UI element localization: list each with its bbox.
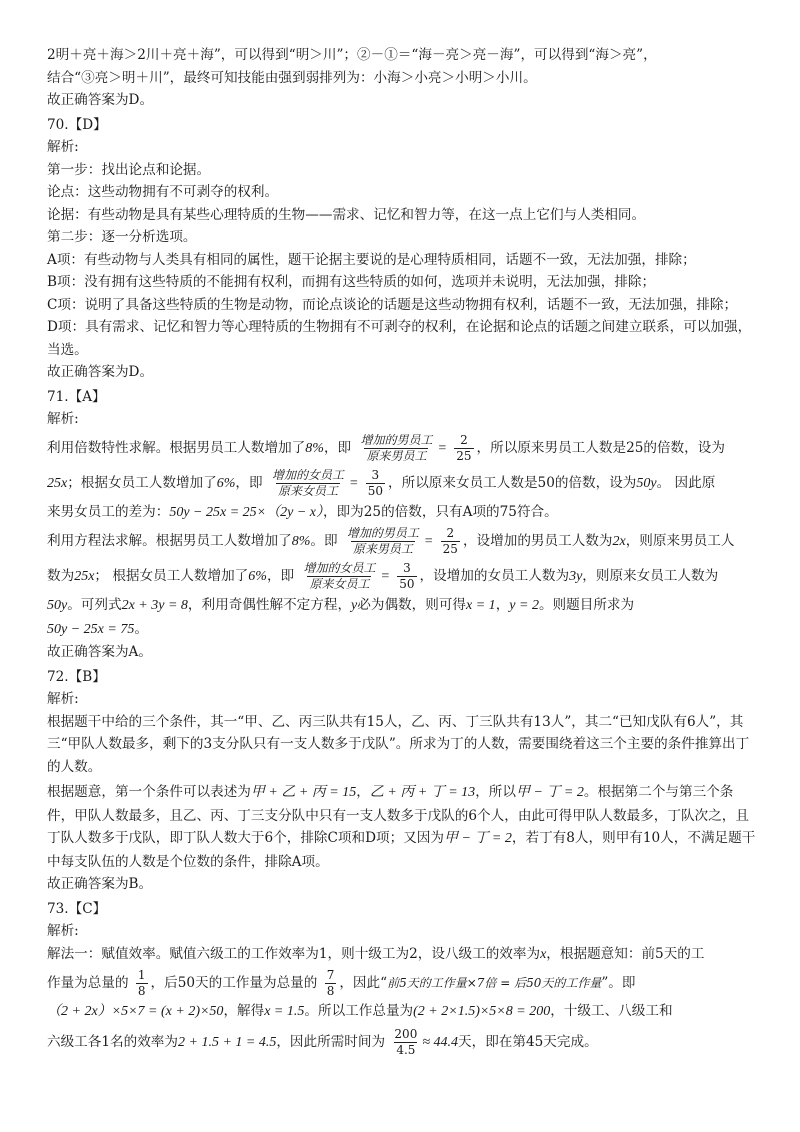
fraction: $\frac{3}{50}$ xyxy=(399,561,415,591)
answer-line: 故正确答案为B。 xyxy=(47,876,153,892)
analysis-label: 解析: xyxy=(47,139,79,155)
fraction: $\frac{2}{25}$ xyxy=(442,526,458,556)
fraction: $\frac{200}{4.5}$ xyxy=(394,1026,418,1057)
question-header-70: 70.【D】 xyxy=(47,116,107,133)
question-header-72: 72.【B】 xyxy=(47,668,106,685)
text-line: 作量为总量的 $\frac{1}{8}$ ，后50天的工作量为总量的 $\frac{7}{8}$ ，因此“前5天的工作量×7倍 = 后50天的工作量”。即 xyxy=(47,968,636,998)
fraction: $\frac{2}{25}$ xyxy=(456,432,472,463)
analysis-label: 解析: xyxy=(47,411,79,427)
answer-line: 故正确答案为D。 xyxy=(47,364,154,380)
text-line: 六级工各1名的效率为2 + 1.5 + 1 = 4.5，因此所需时间为 $\frac{200}{4.5}$ ≈ 44.4天，即在第45天完成。 xyxy=(47,1026,598,1057)
text-line: 利用方程法求解。根据男员工人数增加了8%。即 $\frac{\text{增加的男员工}}{\text{原来男员工}}$ = $\frac{2}{25}$ ，设增加的男员工人数为2x，则原来男员工人 xyxy=(47,526,735,556)
fraction: $\frac{\text{增加的男员工}}{\text{原来男员工}}$ xyxy=(346,526,419,556)
option-c-analysis: C项：说明了具备这些特质的生物是动物，而论点谈论的话题是这些动物拥有权利，话题不一致，无法加强，排除； xyxy=(47,296,738,313)
text-line: 利用倍数特性求解。根据男员工人数增加了8%，即 $\frac{\text{增加的男员工}}{\text{原来男员工}}$ = $\frac{2}{25}$ ，所以原来男员工人数是25的倍数，设为 xyxy=(47,432,725,463)
text-line: 50y。可列式2x + 3y = 8，利用奇偶性解不定方程，y必为偶数，则可得x = 1，y = 2。则题目所求为 xyxy=(47,597,635,613)
text-line: （2 + 2x）×5×7 = (x + 2)×50，解得x = 1.5。所以工作总量为(2 + 2×1.5)×5×8 = 200，十级工、八级工和 xyxy=(47,1003,673,1019)
option-a-analysis: A项：有些动物与人类具有相同的属性，题干论据主要说的是心理特质相同，话题不一致，无法加强，排除； xyxy=(47,251,696,268)
text-line: 第一步：找出论点和论据。 xyxy=(47,161,211,178)
analysis-label: 解析: xyxy=(47,923,79,939)
text-line: 论据：有些动物是具有某些心理特质的生物——需求、记忆和智力等，在这一点上它们与人类相同。 xyxy=(47,206,646,223)
text-line: 论点：这些动物拥有不可剥夺的权利。 xyxy=(47,184,279,200)
fraction: $\frac{\text{增加的女员工}}{\text{原来女员工}}$ xyxy=(271,467,344,498)
fraction: $\frac{\text{增加的男员工}}{\text{原来男员工}}$ xyxy=(360,432,433,463)
text-line: 数为25x； 根据女员工人数增加了6%，即 $\frac{\text{增加的女员工}}{\text{原来女员工}}$ = $\frac{3}{50}$ ，设增加的女员工人数为3y，则原来女员工人数为 xyxy=(47,561,719,591)
fraction: $\frac{\text{增加的女员工}}{\text{原来女员工}}$ xyxy=(303,561,376,591)
analysis-label: 解析: xyxy=(47,691,79,707)
text-paragraph: 根据题干中给的三个条件，其一“甲、乙、丙三队共有15人，乙、丙、丁三队共有13人”，其二“已知戊队有6人”，其三“甲队人数最多，剩下的3支分队只有一支人数多于戊队”。所求为丁的人数，需要围绕着这三个主要的条件推算出丁的人数。 xyxy=(47,713,750,775)
text-line: 25x；根据女员工人数增加了6%，即 $\frac{\text{增加的女员工}}{\text{原来女员工}}$ = $\frac{3}{50}$ ，所以原来女员工人数是50的倍数，设为50y。 因此原 xyxy=(47,467,716,498)
text-line: 解法一：赋值效率。赋值六级工的工作效率为1，则十级工为2，设八级工的效率为x，根据题意知：前5天的工 xyxy=(47,945,705,962)
text-line: 第二步：逐一分析选项。 xyxy=(47,229,197,245)
text-line: 2明＋亮＋海＞2川＋亮＋海”，可以得到“明＞川”；②－①＝“海－亮＞亮－海”，可以得到“海＞亮”， xyxy=(47,47,657,63)
answer-line: 故正确答案为A。 xyxy=(47,644,152,660)
text-line: 结合“③亮＞明＋川”，最终可知技能由强到弱排列为：小海＞小亮＞小明＞小川。 xyxy=(47,69,537,86)
question-header-71: 71.【A】 xyxy=(47,388,106,405)
fraction: $\frac{7}{8}$ xyxy=(326,968,335,998)
fraction: $\frac{3}{50}$ xyxy=(367,467,384,498)
solution-document xyxy=(47,40,759,1061)
text-paragraph: 根据题意，第一个条件可以表述为甲 + 乙 + 丙 = 15，乙 + 丙 + 丁 = 13，所以甲 − 丁 = 2。根据第二个与第三个条件，甲队人数最多，且乙、丙、丁三支分队中只有一支人数多于戊队的6个人，由此可得甲队人数最多，丁队次之，且丁队人数多于戊队，即丁队人数大于6个，排除C项和D项；又因为甲 − 丁 = 2，若丁有8人，则甲有10人，不满足题干中每支队伍的人数是个位数的条件，排除A项。 xyxy=(47,784,756,870)
fraction: $\frac{1}{8}$ xyxy=(137,968,146,998)
text-line: 50y − 25x = 75。 xyxy=(47,620,148,637)
text-line: 来男女员工的差为：50y − 25x = 25×（2y − x），即为25的倍数，只有A项的75符合。 xyxy=(47,503,558,520)
answer-line: 故正确答案为D。 xyxy=(47,92,154,108)
question-header-73: 73.【C】 xyxy=(47,900,107,917)
option-d-analysis: D项：具有需求、记忆和智力等心理特质的生物拥有不可剥夺的权利，在论据和论点的话题之间建立联系，可以加强，当选。 xyxy=(47,319,752,358)
option-b-analysis: B项：没有拥有这些特质的不能拥有权利，而拥有这些特质的如何，选项并未说明，无法加强，排除； xyxy=(47,274,656,290)
